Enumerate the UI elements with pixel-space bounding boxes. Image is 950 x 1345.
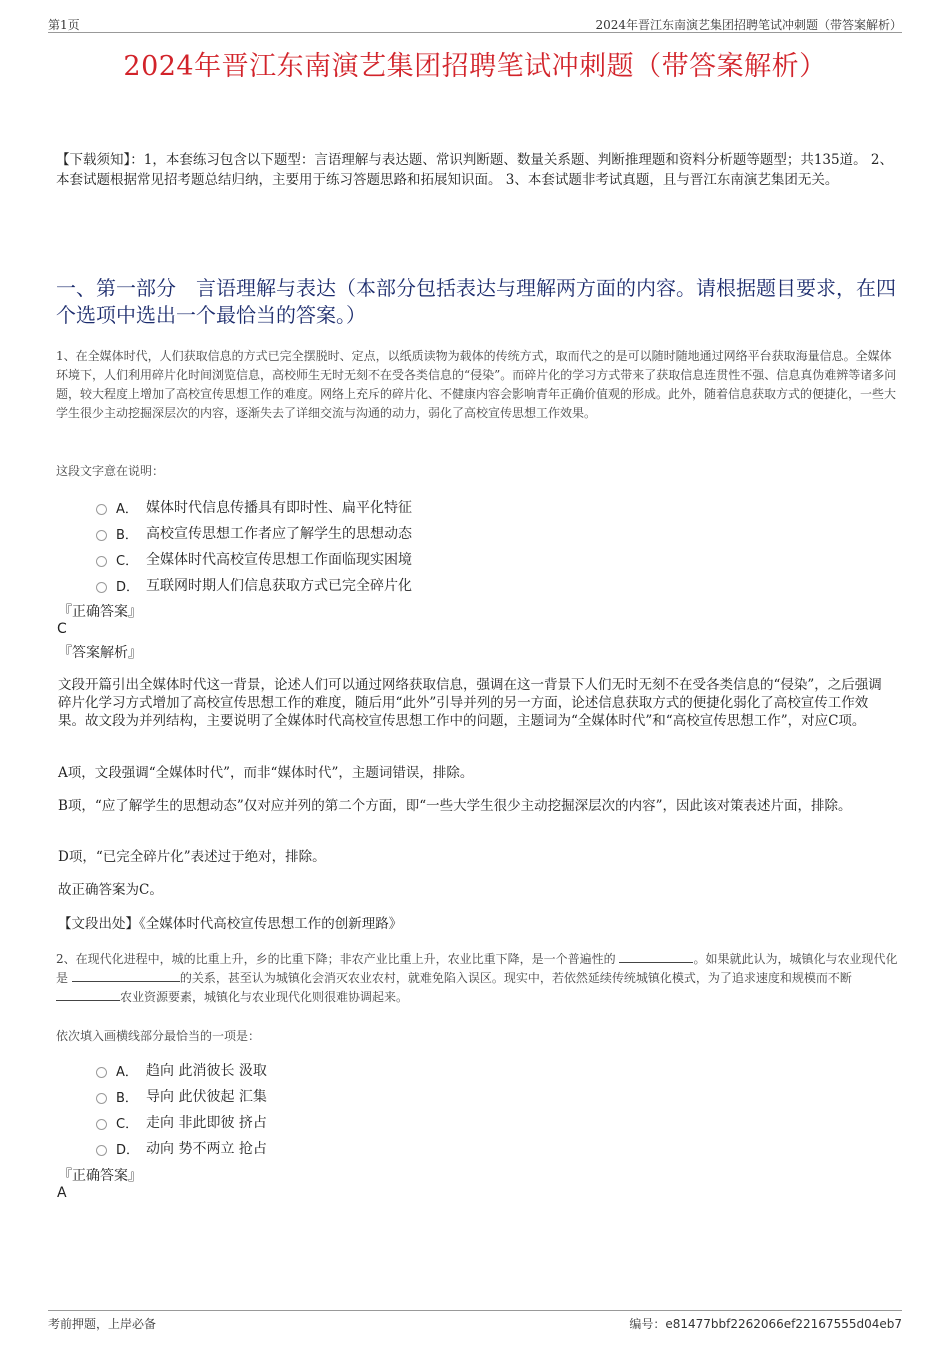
question-1-options [96,494,412,598]
question-2-option-b[interactable]: B． 导向 此伏彼起 汇集 [96,1083,267,1109]
radio-icon[interactable] [96,1145,107,1156]
download-notice: 【下载须知】：1，本套练习包含以下题型：言语理解与表达题、常识判断题、数量关系题、判断推理题和资料分析题等题型；共135道。 2、本套试题根据常见招考题总结归纳，主要用于练习答题思路和拓展知识面。 3、本套试题非考试真题，且与晋江东南演艺集团无关。 [56,152,893,188]
question-1-option-a[interactable]: A． 媒体时代信息传播具有即时性、扁平化特征 [96,494,412,520]
question-1-source: 【文段出处】《全媒体时代高校宣传思想工作的创新理路》 [58,916,403,932]
question-1-option-d[interactable]: D． 互联网时期人们信息获取方式已完全碎片化 [96,572,412,598]
question-2-options [96,1057,267,1161]
section-heading: 一、第一部分 言语理解与表达（本部分包括表达与理解两方面的内容。请根据题目要求，在四个选项中选出一个最恰当的答案。） [56,276,896,327]
analysis-paragraph: 文段开篇引出全媒体时代这一背景，论述人们可以通过网络获取信息，强调在这一背景下人们无时无刻不在受各类信息的“侵染”，之后强调碎片化学习方式增加了高校宣传思想工作的难度，随后用“此外”引导并列的另一方面，论述信息获取方式的便捷化弱化了高校宣传工作效果。故文段为并列结构，主要说明了全媒体时代高校宣传思想工作中的问题，主题词为“全媒体时代”和“高校宣传思想工作”，对应C项。 [58,677,882,729]
question-1-option-c[interactable]: C． 全媒体时代高校宣传思想工作面临现实困境 [96,546,412,572]
question-1-option-b[interactable]: B． 高校宣传思想工作者应了解学生的思想动态 [96,520,412,546]
radio-icon[interactable] [96,1067,107,1078]
question-2-option-a[interactable]: A． 趋向 此消彼长 汲取 [96,1057,267,1083]
question-2-option-d[interactable]: D． 动向 势不两立 抢占 [96,1135,267,1161]
question-2-text: 2、在现代化进程中，城的比重上升，乡的比重下降；非农产业比重上升，农业比重下降，是一个普遍性的 。如果就此认为，城镇化与农业现代化是 的关系，甚至认为城镇化会消灭农业农村，就难免陷入误区。现实中，若依然延续传统城镇化模式，为了追求速度和规模而不断 农业资源要素，城镇化与农业现代化则很难协调起来。 [56,952,898,1004]
footer-slogan: 考前押题，上岸必备 [48,1317,157,1331]
page-footer [48,1310,902,1333]
header-doc-title: 2024年晋江东南演艺集团招聘笔试冲刺题（带答案解析） [595,18,902,32]
question-1-analysis-label: 『答案解析』 [58,645,142,661]
radio-icon[interactable] [96,530,107,541]
fill-blank-1[interactable] [619,950,693,963]
radio-icon[interactable] [96,504,107,515]
analysis-paragraph: 故正确答案为C。 [58,882,163,898]
radio-icon[interactable] [96,556,107,567]
radio-icon[interactable] [96,582,107,593]
document-title: 2024年晋江东南演艺集团招聘笔试冲刺题（带答案解析） [123,51,827,82]
question-2-stem: 依次填入画横线部分最恰当的一项是： [56,1029,261,1043]
question-1-answer-label: 『正确答案』 [58,604,142,620]
question-1-answer: C [57,621,67,637]
question-1-stem: 这段文字意在说明： [56,464,165,478]
analysis-paragraph: B项，“应了解学生的思想动态”仅对应并列的第二个方面，即“一些大学生很少主动挖掘深层次的内容”，因此该对策表述片面，排除。 [58,798,852,814]
document-code: 编号：e81477bbf2262066ef22167555d04eb7 [629,1317,902,1331]
page-number: 第1页 [48,18,80,32]
radio-icon[interactable] [96,1093,107,1104]
analysis-paragraph: D项，“已完全碎片化”表述过于绝对，排除。 [58,849,326,865]
question-2-answer: A [57,1185,67,1201]
fill-blank-3[interactable] [56,988,120,1001]
analysis-paragraph: A项，文段强调“全媒体时代”，而非“媒体时代”，主题词错误，排除。 [58,765,474,781]
fill-blank-2[interactable] [72,969,180,982]
page-header [48,14,902,33]
question-2-option-c[interactable]: C． 走向 非此即彼 挤占 [96,1109,267,1135]
question-1-text: 1、在全媒体时代，人们获取信息的方式已完全摆脱时、定点，以纸质读物为载体的传统方式，取而代之的是可以随时随地通过网络平台获取海量信息。全媒体环境下，人们利用碎片化时间浏览信息，高校师生无时无刻不在受各类信息的“侵染”。而碎片化的学习方式带来了获取信息连贯性不强、信息真伪难辨等诸多问题，较大程度上增加了高校宣传思想工作的难度。网络上充斥的碎片化、不健康内容会影响青年正确价值观的形成。此外，随着信息获取方式的便捷化，一些大学生很少主动挖掘深层次的内容，逐渐失去了详细交流与沟通的动力，弱化了高校宣传思想工作效果。 [56,349,897,420]
radio-icon[interactable] [96,1119,107,1130]
question-2-answer-label: 『正确答案』 [58,1168,142,1184]
